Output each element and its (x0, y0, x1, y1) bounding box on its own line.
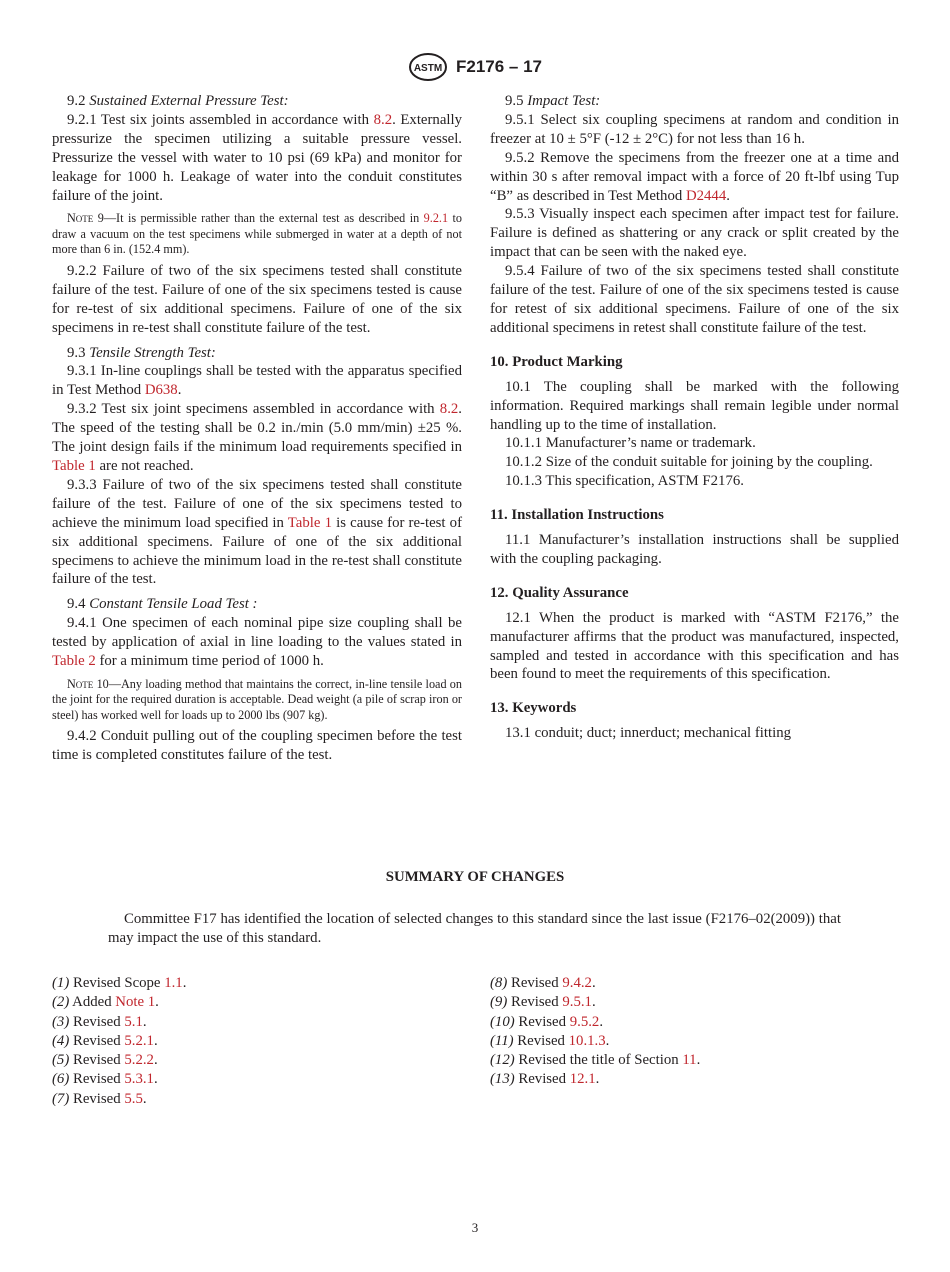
changes-list-right (490, 974, 700, 1090)
change-item: (4) Revised 5.2.1. (52, 1032, 158, 1049)
change-item: (13) Revised 12.1. (490, 1071, 600, 1088)
change-item: (10) Revised 9.5.2. (490, 1013, 604, 1030)
change-item: (9) Revised 9.5.1. (490, 994, 596, 1011)
section-10-1-2: 10.1.2 Size of the conduit suitable for joining by the coupling. (505, 454, 873, 471)
section-9-3-3: 9.3.3 Failure of two of the six specimens tested shall constitute failure of the test. Failure of one of the six specimens tested to achieve the minimum load specified in Table 1 is cause for re-test of six additional specimens. Failure of one of the six additional specimens to achieve the minimum load in the re-test shall constitute failure of the test. (52, 476, 463, 588)
ref-link[interactable]: 9.5.2 (569, 1013, 600, 1030)
change-item: (1) Revised Scope 1.1. (52, 975, 187, 991)
section-10-1: 10.1 The coupling shall be marked with the following information. Required markings shall remain legible under normal handling up to the time of installation. (490, 378, 899, 433)
section-12-1: 12.1 When the product is marked with “ASTM F2176,” the manufacturer affirms that the product was manufactured, inspected, sampled and tested in accordance with this specification and has been found to meet the requirements of this specification. (490, 609, 899, 683)
ref-link[interactable]: 5.1 (124, 1013, 143, 1030)
section-9-5-3: 9.5.3 Visually inspect each specimen after impact test for failure. Failure is defined as shattering or any crack or split created by the impact that can be seen with the naked eye. (490, 206, 899, 261)
ref-link[interactable]: Table 1 (52, 458, 96, 474)
ref-link[interactable]: 5.2.2 (124, 1052, 154, 1069)
change-item: (5) Revised 5.2.2. (52, 1052, 158, 1069)
right-column (490, 92, 899, 743)
left-column (52, 92, 462, 765)
ref-link[interactable]: 1.1 (164, 975, 183, 991)
astm-logo-icon (408, 52, 448, 82)
ref-link[interactable]: 9.5.1 (562, 994, 592, 1011)
section-9-5-heading: 9.5 Impact Test: (505, 93, 601, 109)
designation: F2176 – 17 (455, 57, 542, 76)
section-9-5-4: 9.5.4 Failure of two of the six specimens tested shall constitute failure of the test. Failure of one of the six specimens tested is cause for retest of six additional specimens. Failure of one of the six additional specimens in retest shall constitute failure of the test. (490, 263, 899, 336)
ref-link[interactable]: D638 (144, 382, 178, 399)
ref-link[interactable]: Table 1 (287, 514, 332, 531)
ref-link[interactable]: 10.1.3 (568, 1032, 606, 1049)
summary-title: SUMMARY OF CHANGES (385, 869, 565, 885)
heading-13: 13. Keywords (490, 700, 577, 717)
note-10: Note 10—Any loading method that maintains the correct, in-line tensile load on the joint for the required duration is acceptable. Dead weight (a pile of scrap iron or steel) has worked well for loads up to 2000 lbs (907 kg). (52, 676, 462, 722)
change-item: (11) Revised 10.1.3. (490, 1032, 610, 1049)
ref-link[interactable]: 8.2 (373, 111, 393, 128)
section-9-2-2: 9.2.2 Failure of two of the six specimens tested shall constitute failure of the test. Failure of one of the six specimens tested is cause for re-test of six additional specimens. Failure of one of the six specimens in re-test shall constitute failure of the test. (52, 262, 462, 336)
ref-link[interactable]: 8.2 (439, 401, 459, 418)
ref-link[interactable]: Note 1 (115, 994, 156, 1011)
section-9-4-2: 9.4.2 Conduit pulling out of the coupling specimen before the test time is completed constitutes failure of the test. (52, 728, 462, 764)
ref-link[interactable]: 5.2.1 (124, 1032, 154, 1049)
change-item: (2) Added Note 1. (52, 994, 159, 1011)
section-9-4-1: 9.4.1 One specimen of each nominal pipe size coupling shall be tested by application of axial in line loading to the values stated in Table 2 for a minimum time period of 1000 h. (52, 615, 462, 670)
section-9-4-heading: 9.4 Constant Tensile Load Test : (67, 596, 258, 613)
change-item: (12) Revised the title of Section 11. (490, 1052, 701, 1069)
ref-link[interactable]: D2444 (685, 187, 727, 204)
ref-link[interactable]: 12.1 (569, 1071, 596, 1088)
page-number: 3 (471, 1220, 479, 1235)
section-9-2-1: 9.2.1 Test six joints assembled in accordance with 8.2. Externally pressurize the specimen utilizing a suitable pressure vessel. Pressurize the vessel with water to 10 psi (69 kPa) and monitor for leakage for 1000 h. Leakage of water into the conduit constitutes failure of the joint. (52, 111, 463, 204)
section-9-5-2: 9.5.2 Remove the specimens from the freezer one at a time and within 30 s after removal impact with a force of 20 ft-lbf using Tup “B” as described in Test Method D2444. (490, 149, 899, 204)
section-11-1: 11.1 Manufacturer’s installation instructions shall be supplied with the coupling packaging. (490, 532, 899, 567)
section-10-1-1: 10.1.1 Manufacturer’s name or trademark. (505, 435, 756, 452)
ref-link[interactable]: 5.3.1 (124, 1071, 154, 1088)
changes-list-left (52, 974, 186, 1109)
ref-link[interactable]: 9.4.2 (562, 975, 592, 991)
ref-link[interactable]: 5.5 (124, 1090, 143, 1107)
section-9-3-2: 9.3.2 Test six joint specimens assembled in accordance with 8.2. The speed of the testing shall be 0.2 in./min (5.0 mm/min) ±25 %. The joint design fails if the minimum load requirements specified in Table 1 are not reached. (52, 401, 462, 474)
section-10-1-3: 10.1.3 This specification, ASTM F2176. (505, 473, 744, 490)
section-9-3-heading: 9.3 Tensile Strength Test: (67, 344, 216, 361)
change-item: (3) Revised 5.1. (52, 1013, 147, 1030)
heading-12: 12. Quality Assurance (490, 584, 629, 601)
page-header (0, 52, 950, 82)
section-9-5-1: 9.5.1 Select six coupling specimens at random and condition in freezer at 10 ± 5°F (-12 ± 2°C) for not less than 16 h. (490, 111, 899, 147)
section-13-1: 13.1 conduit; duct; innerduct; mechanical fitting (505, 725, 791, 742)
change-item: (6) Revised 5.3.1. (52, 1071, 158, 1088)
section-9-3-1: 9.3.1 In-line couplings shall be tested with the apparatus specified in Test Method D638. (52, 363, 462, 399)
logo-text: ASTM (413, 63, 443, 74)
summary-intro: Committee F17 has identified the location of selected changes to this standard since the last issue (F2176–02(2009)) that may impact the use of this standard. (108, 911, 841, 946)
heading-10: 10. Product Marking (490, 353, 623, 370)
note-9: Note 9—It is permissible rather than the external test as described in 9.2.1 to draw a vacuum on the test specimens while submerged in water at a depth of not more than 6 in. (152.4 mm). (52, 211, 462, 257)
ref-link[interactable]: 9.2.1 (423, 211, 449, 226)
ref-link[interactable]: Table 2 (52, 653, 96, 670)
heading-11: 11. Installation Instructions (490, 507, 664, 524)
change-item: (7) Revised 5.5. (52, 1090, 147, 1107)
section-9-2-heading: 9.2 Sustained External Pressure Test: (67, 93, 289, 109)
change-item: (8) Revised 9.4.2. (490, 975, 596, 991)
ref-link[interactable]: 11 (682, 1052, 697, 1069)
